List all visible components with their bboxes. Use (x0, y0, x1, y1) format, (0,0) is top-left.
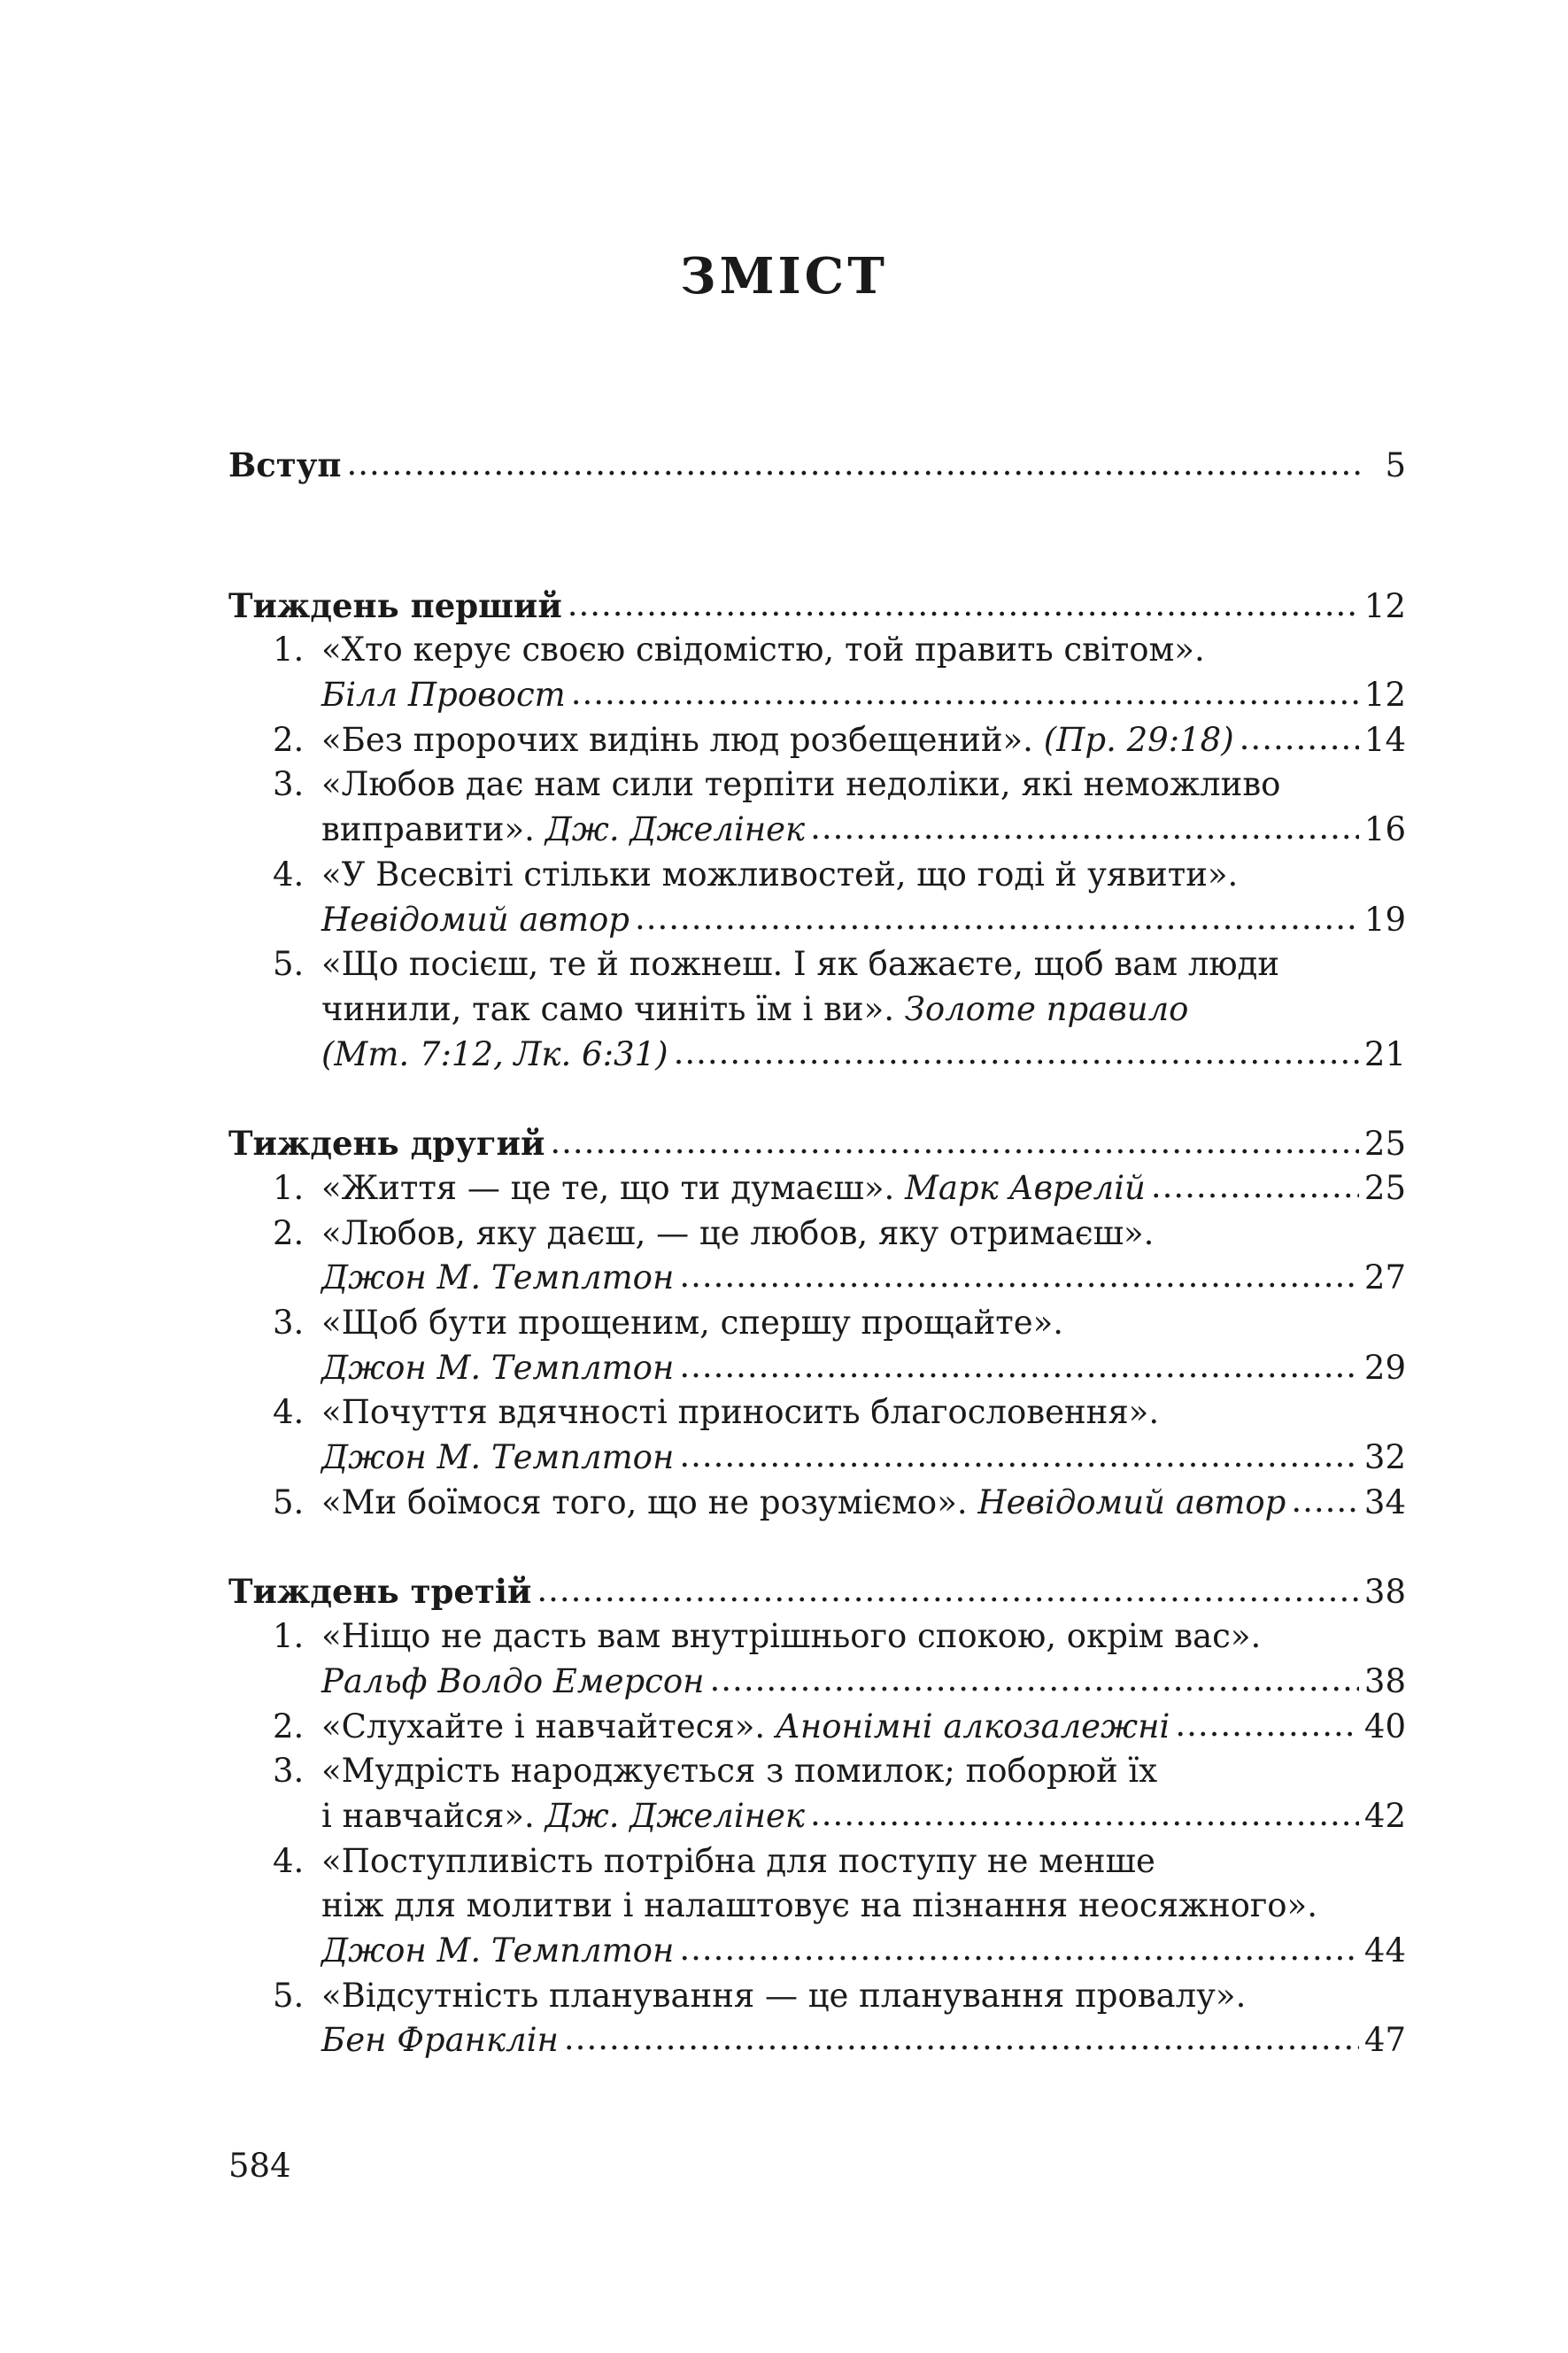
entry-author: Дж. Джелінек (545, 1796, 806, 1835)
dot-leader (568, 583, 1359, 628)
entry-page: 16 (1363, 810, 1406, 849)
toc-entry[interactable] (228, 1749, 1406, 1794)
toc-entry-cont[interactable] (228, 1436, 1406, 1481)
entry-page: 34 (1363, 1482, 1406, 1521)
dot-leader (679, 1344, 1359, 1389)
dot-leader (1240, 716, 1359, 762)
entry-number: 5. (273, 1482, 305, 1521)
toc-week-heading[interactable] (228, 584, 1406, 629)
dot-leader (564, 2016, 1359, 2062)
page-title: ЗМІСТ (680, 247, 888, 306)
entry-text: «Життя — це те, що ти думаєш». (321, 1168, 895, 1207)
toc-entry[interactable] (228, 1166, 1406, 1211)
entry-text: «Хто керує своєю свідомістю, той править світом». (321, 631, 1205, 670)
dot-leader (347, 442, 1363, 487)
entry-page: 27 (1363, 1258, 1406, 1297)
entry-number: 3. (273, 1752, 305, 1791)
toc-entry-cont[interactable] (228, 2018, 1406, 2063)
toc-entry[interactable] (228, 762, 1406, 808)
entry-text: «Без пророчих видінь люд розбещений». (321, 720, 1033, 759)
entry-text: «Поступливість потрібна для поступу не менше (321, 1841, 1155, 1880)
toc-entry-cont[interactable] (228, 1346, 1406, 1391)
entry-text: «Що посієш, те й пожнеш. І як бажаєте, щоб вам люди (321, 945, 1279, 984)
toc-week-heading[interactable] (228, 1569, 1406, 1614)
entry-author: Невідомий автор (977, 1482, 1286, 1521)
toc-entry-cont[interactable] (228, 1794, 1406, 1839)
entry-text: «Ми боїмося того, що не розуміємо». (321, 1482, 968, 1521)
dot-leader (674, 1031, 1359, 1076)
entry-text: чинили, так само чиніть їм і ви». (321, 989, 894, 1028)
toc-entry[interactable] (228, 628, 1406, 673)
entry-author: Дж. Джелінек (545, 810, 806, 849)
entry-author: (Пр. 29:18) (1043, 720, 1234, 759)
entry-number: 2. (273, 1707, 305, 1745)
page-number: 584 (228, 2147, 291, 2185)
toc-week-heading[interactable] (228, 1121, 1406, 1166)
entry-text: «Любов, яку даєш, — це любов, яку отримаєш». (321, 1213, 1155, 1252)
entry-author: Джон М. Темплтон (321, 1348, 675, 1387)
toc-entry-cont[interactable] (228, 1929, 1406, 1974)
entry-number: 4. (273, 1841, 305, 1880)
entry-number: 3. (273, 765, 305, 804)
entry-author: Марк Аврелій (905, 1168, 1146, 1207)
toc-entry-cont[interactable] (228, 1660, 1406, 1705)
entry-page: 12 (1363, 676, 1406, 715)
entry-text: «У Всесвіті стільки можливостей, що годі й уявити». (321, 855, 1239, 894)
entry-page: 47 (1363, 2021, 1406, 2060)
week-page: 25 (1363, 1125, 1406, 1164)
entry-author: Бен Франклін (321, 2021, 559, 2060)
entry-number: 4. (273, 855, 305, 894)
entry-number: 3. (273, 1304, 305, 1342)
entry-page: 29 (1363, 1348, 1406, 1387)
toc-entry[interactable] (228, 942, 1406, 987)
table-of-contents (228, 443, 1406, 2063)
toc-entry[interactable] (228, 1839, 1406, 1885)
entry-text: «Ніщо не дасть вам внутрішнього спокою, окрім вас». (321, 1617, 1262, 1656)
toc-entry[interactable] (228, 1705, 1406, 1750)
toc-intro-page: 5 (1385, 446, 1406, 484)
entry-text: «Любов дає нам сили терпіти недоліки, які неможливо (321, 765, 1281, 804)
dot-leader (1291, 1479, 1359, 1524)
entry-text: і навчайся». (321, 1796, 535, 1835)
entry-number: 4. (273, 1393, 305, 1432)
dot-leader (679, 1254, 1359, 1299)
entry-text: виправити». (321, 810, 535, 849)
entry-number: 1. (273, 1617, 305, 1656)
entry-page: 42 (1363, 1796, 1406, 1835)
toc-entry[interactable] (228, 1211, 1406, 1257)
entry-text: «Почуття вдячності приносить благословення». (321, 1393, 1160, 1432)
dot-leader (679, 1927, 1359, 1972)
dot-leader (1175, 1703, 1359, 1748)
dot-leader (635, 896, 1359, 941)
dot-leader (710, 1658, 1359, 1703)
entry-text: «Щоб бути прощеним, спершу прощайте». (321, 1304, 1064, 1342)
toc-entry-cont[interactable] (228, 1884, 1406, 1929)
dot-leader (571, 671, 1359, 716)
toc-entry[interactable] (228, 1390, 1406, 1436)
dot-leader (810, 806, 1359, 851)
entry-text: ніж для молитви і налаштовує на пізнання неосяжного». (321, 1886, 1317, 1925)
week-label: Тиждень третій (228, 1572, 532, 1612)
toc-entry-cont[interactable] (228, 1033, 1406, 1078)
toc-entry-cont[interactable] (228, 1256, 1406, 1301)
entry-number: 1. (273, 1168, 305, 1207)
entry-number: 1. (273, 631, 305, 670)
week-page: 38 (1363, 1573, 1406, 1612)
entry-page: 19 (1363, 900, 1406, 939)
entry-page: 38 (1363, 1661, 1406, 1700)
entry-page: 21 (1363, 1034, 1406, 1073)
entry-author: Джон М. Темплтон (321, 1438, 675, 1477)
dot-leader (537, 1568, 1359, 1614)
toc-entry[interactable] (228, 853, 1406, 898)
toc-entry[interactable] (228, 1301, 1406, 1346)
entry-number: 2. (273, 720, 305, 759)
dot-leader (1151, 1165, 1359, 1210)
entry-text: «Відсутність планування — це планування провалу». (321, 1976, 1247, 2015)
entry-author: Ральф Волдо Емерсон (321, 1661, 705, 1700)
week-label: Тиждень перший (228, 585, 562, 625)
toc-entry-cont[interactable] (228, 987, 1406, 1033)
entry-author: Анонімні алкозалежні (775, 1707, 1170, 1745)
week-label: Тиждень другий (228, 1124, 545, 1164)
toc-entry[interactable] (228, 1481, 1406, 1526)
entry-reference: (Мт. 7:12, Лк. 6:31) (321, 1034, 668, 1073)
entry-author: Золоте правило (904, 989, 1189, 1028)
entry-number: 5. (273, 1976, 305, 2015)
entry-page: 25 (1363, 1168, 1406, 1207)
toc-entry-cont[interactable] (228, 808, 1406, 853)
toc-intro-label: Вступ (228, 445, 342, 484)
entry-author: Джон М. Темплтон (321, 1258, 675, 1297)
entry-number: 5. (273, 945, 305, 984)
entry-author: Джон М. Темплтон (321, 1931, 675, 1970)
dot-leader (810, 1792, 1359, 1838)
entry-author: Білл Провост (321, 676, 566, 715)
entry-text: «Мудрість народжується з помилок; поборюй їх (321, 1752, 1158, 1791)
entry-page: 14 (1363, 720, 1406, 759)
dot-leader (550, 1120, 1359, 1165)
entry-page: 44 (1363, 1931, 1406, 1970)
toc-entry-cont[interactable] (228, 898, 1406, 943)
toc-entry[interactable] (228, 718, 1406, 763)
entry-page: 32 (1363, 1438, 1406, 1477)
toc-entry-cont[interactable] (228, 673, 1406, 718)
entry-text: «Слухайте і навчайтеся». (321, 1707, 766, 1745)
entry-page: 40 (1363, 1707, 1406, 1745)
toc-entry[interactable] (228, 1974, 1406, 2019)
entry-author: Невідомий автор (321, 900, 630, 939)
toc-entry[interactable] (228, 1614, 1406, 1660)
week-page: 12 (1363, 586, 1406, 625)
entry-number: 2. (273, 1213, 305, 1252)
toc-intro[interactable] (228, 443, 1406, 488)
dot-leader (679, 1434, 1359, 1479)
